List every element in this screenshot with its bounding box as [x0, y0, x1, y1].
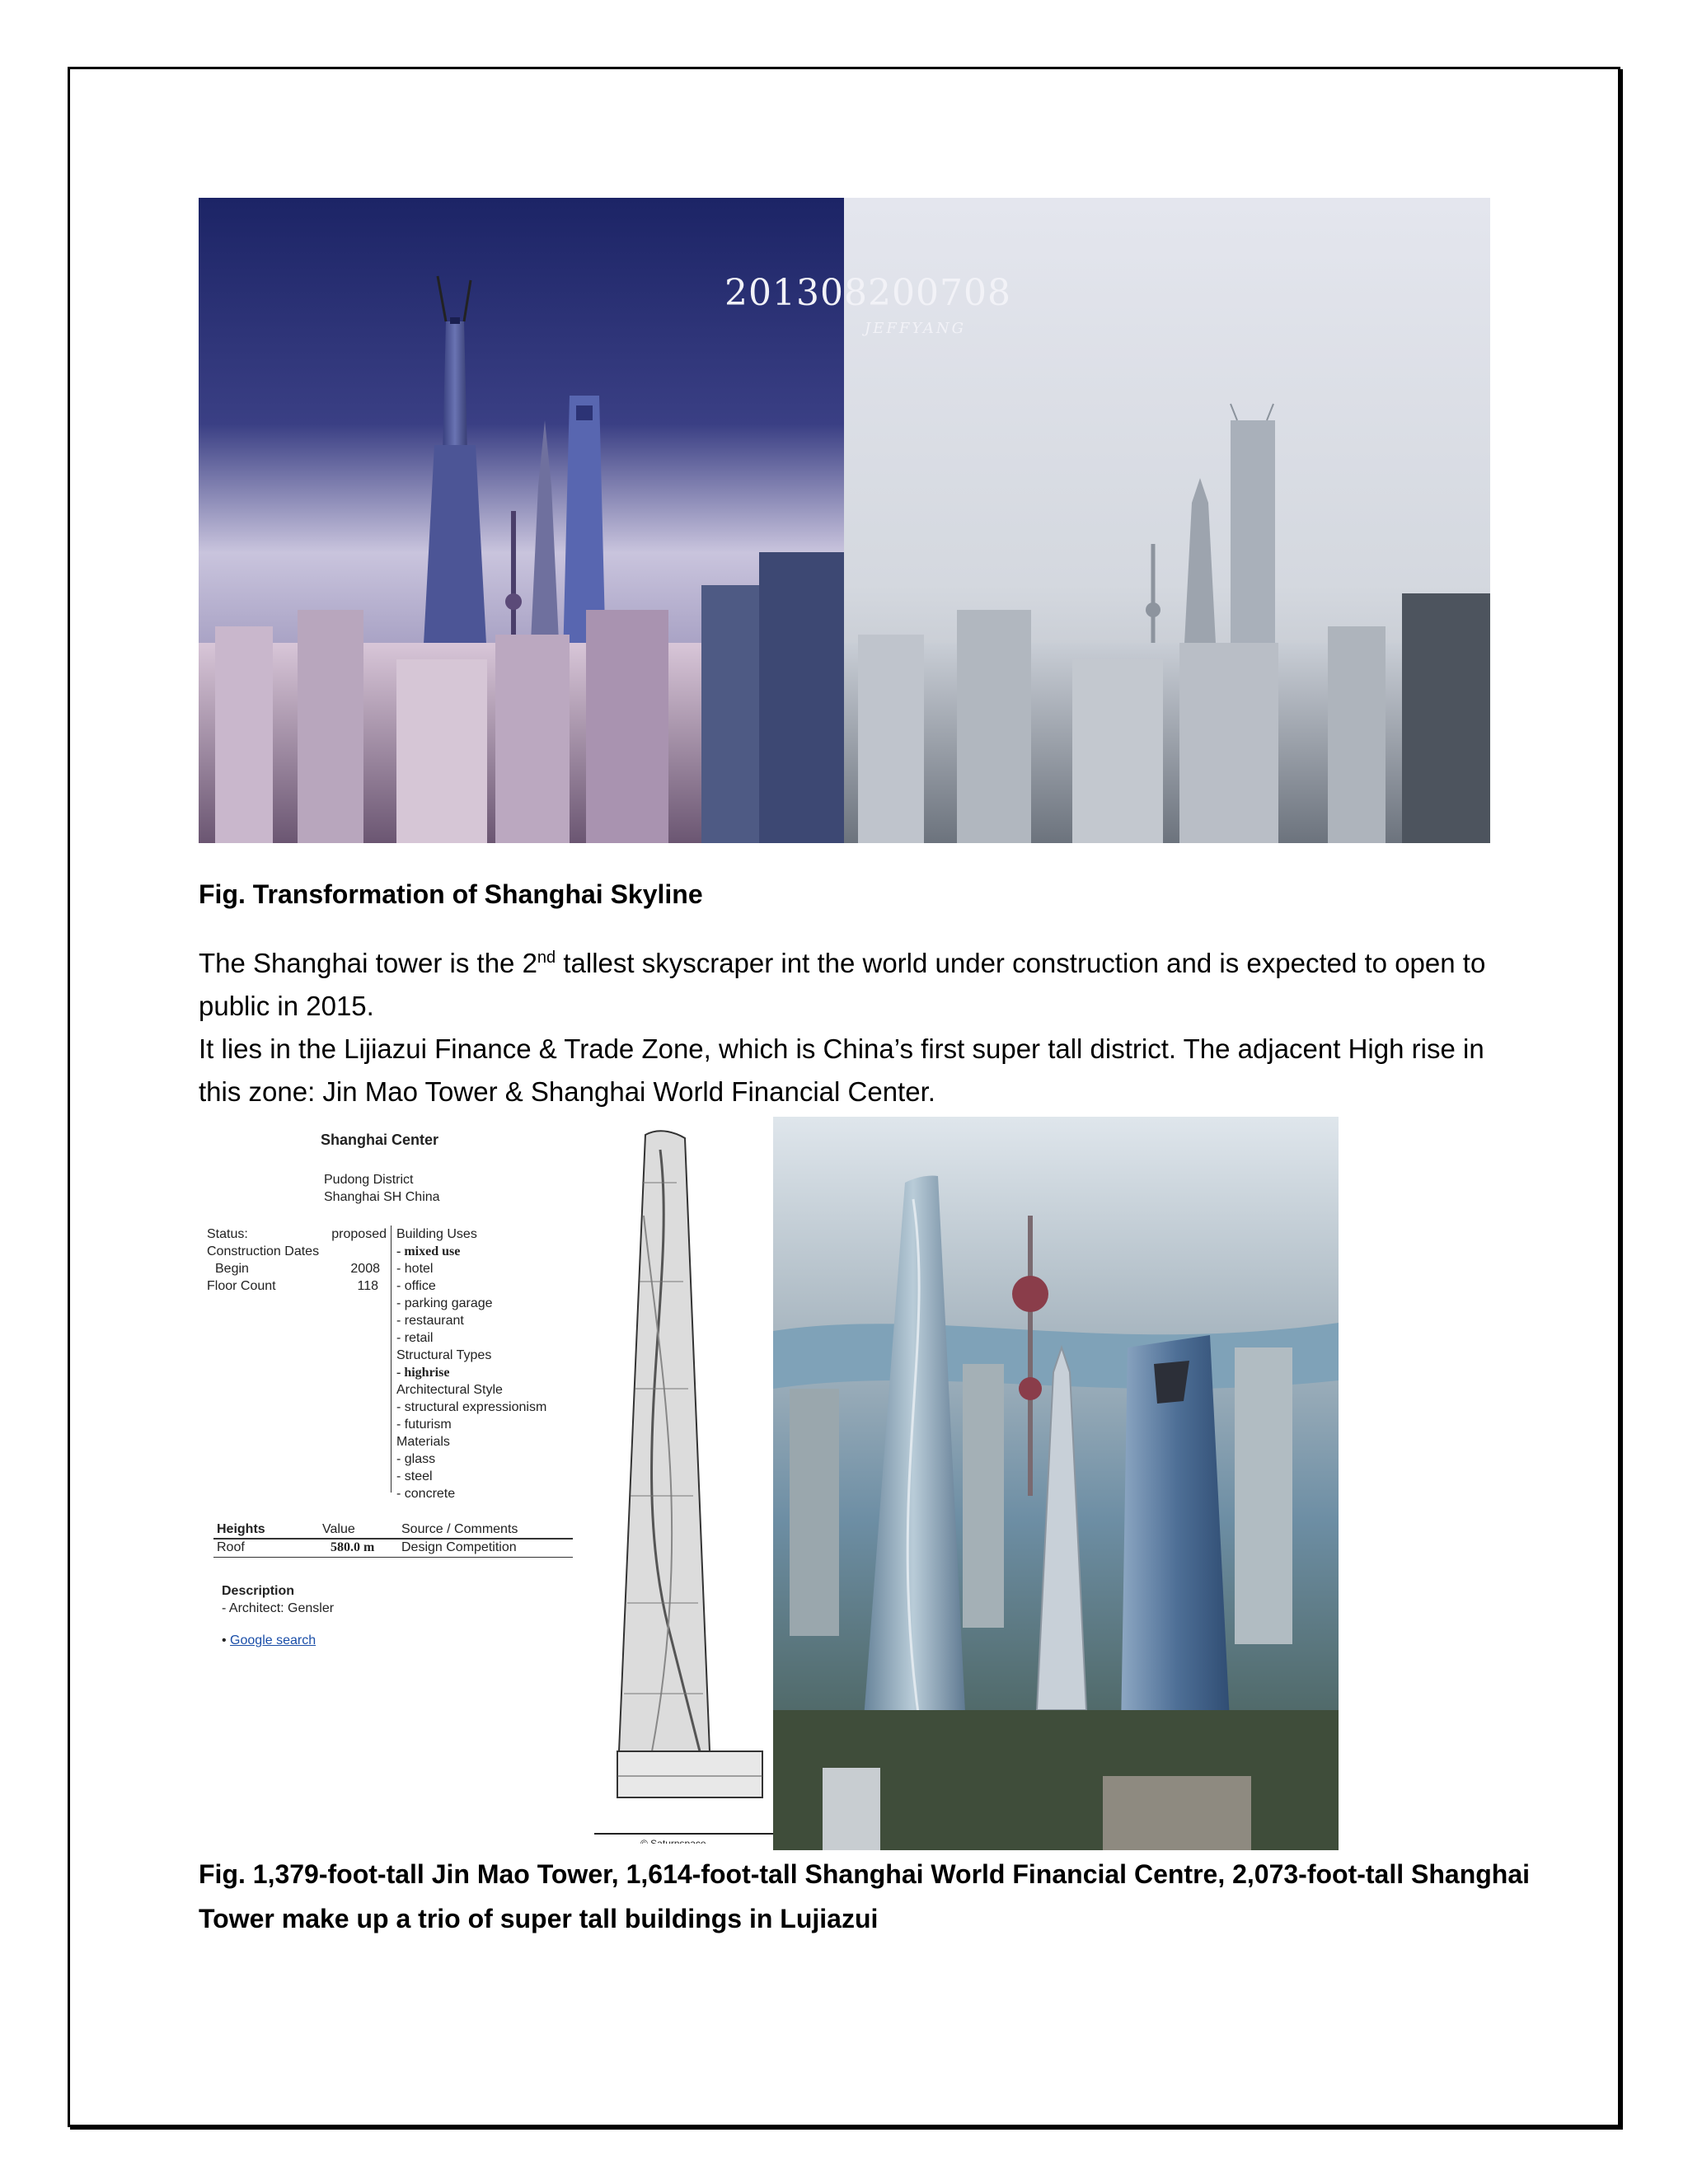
begin-value: 2008 [350, 1262, 380, 1276]
paragraph-line-2: It lies in the Lijiazui Finance & Trade Zone, which is China’s first super tall district. The adjacent High rise in this zone: Jin Mao Tower & Shanghai World Financial Center. [199, 1033, 1484, 1107]
location-district: Pudong District [324, 1173, 414, 1187]
google-search-link-text[interactable]: Google search [230, 1633, 316, 1647]
use-item: - retail [396, 1331, 434, 1345]
structural-item [396, 1364, 546, 1381]
photographer-signature: JEFFYANG [865, 320, 966, 337]
style-heading: Architectural Style [396, 1383, 503, 1397]
description-heading: Description [222, 1584, 295, 1598]
date-stamp-right: 200708 [867, 272, 1011, 314]
paragraph-text: tallest skyscraper int the world under construction and is expected to open to public in 2015. [199, 948, 1486, 1021]
construction-dates-label: Construction Dates [207, 1244, 320, 1258]
figure-caption-skyline: Fig. Transformation of Shanghai Skyline [199, 879, 703, 909]
use-item [396, 1243, 546, 1260]
structural-item-primary: - highrise [396, 1366, 450, 1380]
render-illustration [773, 1117, 1339, 1850]
uses-heading: Building Uses [396, 1227, 477, 1241]
style-item: - futurism [396, 1418, 452, 1432]
tower-elevation-svg [594, 1117, 774, 1844]
heights-roof-label: Roof [217, 1540, 245, 1554]
status-value: proposed [331, 1227, 387, 1241]
material-item: - glass [396, 1452, 436, 1466]
skyline-comparison-photo [199, 198, 1490, 843]
heights-col-3: Source / Comments [401, 1522, 518, 1536]
figure-caption-towers: Fig. 1,379-foot-tall Jin Mao Tower, 1,614-foot-tall Shanghai World Financial Centre, 2,073-foot-tall Shanghai Tower make up a trio of super tall buildings in Lujiazui [199, 1859, 1531, 1933]
heights-row [217, 1540, 517, 1555]
info-title: Shanghai Center [321, 1132, 439, 1148]
use-item: - office [396, 1279, 436, 1293]
lujiazui-towers-render [773, 1117, 1339, 1850]
style-item: - structural expressionism [396, 1400, 547, 1414]
heights-rule-top [213, 1538, 573, 1540]
building-info-card [199, 1117, 594, 1858]
status-labels [207, 1226, 319, 1295]
structural-heading: Structural Types [396, 1348, 492, 1362]
begin-label: Begin [215, 1262, 249, 1276]
superscript-nd: nd [537, 949, 556, 967]
paragraph-line-1 [199, 942, 1517, 1028]
construction-dates-value [329, 1243, 387, 1260]
heights-col-1: Heights [217, 1522, 265, 1536]
heights-roof-source: Design Competition [401, 1540, 517, 1554]
google-search-link[interactable]: • Google search [222, 1633, 316, 1647]
description-text: - Architect: Gensler [222, 1601, 335, 1615]
date-stamp [724, 272, 1011, 314]
status-values [329, 1226, 387, 1295]
material-item: - steel [396, 1469, 433, 1483]
use-item: - hotel [396, 1262, 434, 1276]
heights-header [217, 1522, 518, 1537]
materials-heading: Materials [396, 1435, 450, 1449]
material-item: - concrete [396, 1487, 456, 1501]
shanghai-tower-elevation-drawing [594, 1117, 774, 1844]
body-paragraph [199, 942, 1517, 1113]
date-stamp-left: 201308 [724, 272, 868, 314]
heights-roof-value: 580.0 m [331, 1540, 375, 1554]
use-item: - restaurant [396, 1314, 464, 1328]
use-item-primary: - mixed use [396, 1244, 461, 1258]
building-uses-list [396, 1226, 546, 1502]
floor-count-label: Floor Count [207, 1279, 276, 1293]
info-location [324, 1171, 440, 1206]
location-city: Shanghai SH China [324, 1190, 440, 1204]
paragraph-text: The Shanghai tower is the 2 [199, 948, 537, 978]
drawing-credit: © Saturnspace [640, 1838, 706, 1844]
heights-rule-bottom [213, 1557, 573, 1558]
use-item: - parking garage [396, 1296, 493, 1310]
floor-count-value: 118 [357, 1279, 378, 1293]
heights-col-2: Value [322, 1522, 355, 1536]
divider-vertical [391, 1226, 392, 1493]
description-block [222, 1582, 334, 1617]
status-label: Status: [207, 1227, 248, 1241]
